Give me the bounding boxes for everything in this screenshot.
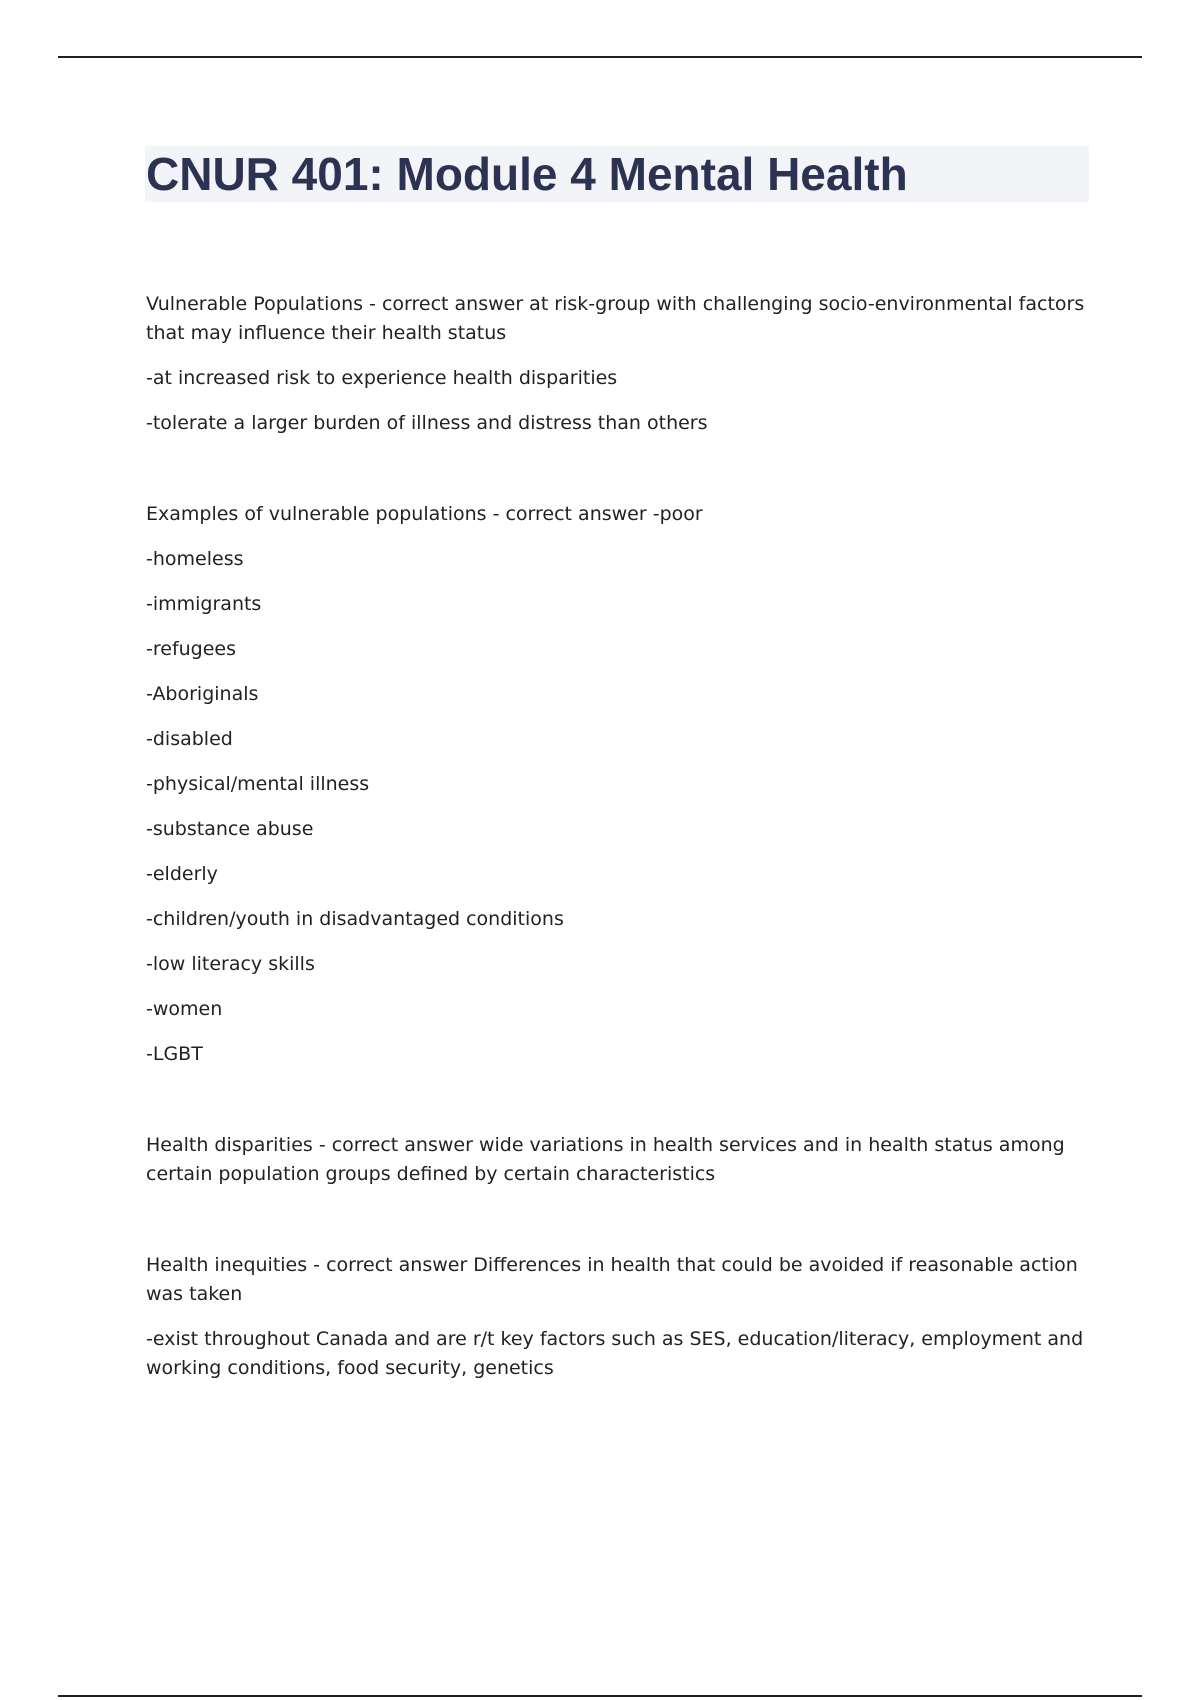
list-item: -immigrants [146, 593, 262, 615]
entry-line: Examples of vulnerable populations - correct answer -poor [146, 503, 703, 525]
bottom-rule [58, 1695, 1142, 1697]
entry-health-disparities [146, 1131, 1086, 1189]
entry-line: -at increased risk to experience health disparities [146, 367, 618, 389]
list-item: -physical/mental illness [146, 773, 370, 795]
list-item: -low literacy skills [146, 953, 315, 975]
list-item: -homeless [146, 548, 244, 570]
list-item: -women [146, 998, 223, 1020]
list-item: -elderly [146, 863, 218, 885]
entry-line: Health inequities - correct answer Differences in health that could be avoided if reasonable action was taken [146, 1254, 1078, 1305]
document-title: CNUR 401: Module 4 Mental Health [146, 148, 908, 200]
entry-line: -tolerate a larger burden of illness and distress than others [146, 412, 708, 434]
list-item: -disabled [146, 728, 233, 750]
entry-line: Vulnerable Populations - correct answer at risk-group with challenging socio-environmental factors that may influence their health status [146, 293, 1085, 344]
list-item: -children/youth in disadvantaged conditions [146, 908, 564, 930]
entry-line: Health disparities - correct answer wide variations in health services and in health status among certain population groups defined by certain characteristics [146, 1134, 1065, 1185]
document-body [146, 290, 1086, 1383]
list-item: -LGBT [146, 1043, 203, 1065]
list-item: -Aboriginals [146, 683, 259, 705]
list-item: -substance abuse [146, 818, 314, 840]
entry-vulnerable-populations [146, 290, 1086, 438]
entry-line: -exist throughout Canada and are r/t key factors such as SES, education/literacy, employment and working conditions, food security, genetics [146, 1328, 1084, 1379]
entry-examples-vulnerable-populations [146, 500, 1086, 1069]
list-item: -refugees [146, 638, 237, 660]
entry-health-inequities [146, 1251, 1086, 1383]
top-rule [58, 56, 1142, 58]
